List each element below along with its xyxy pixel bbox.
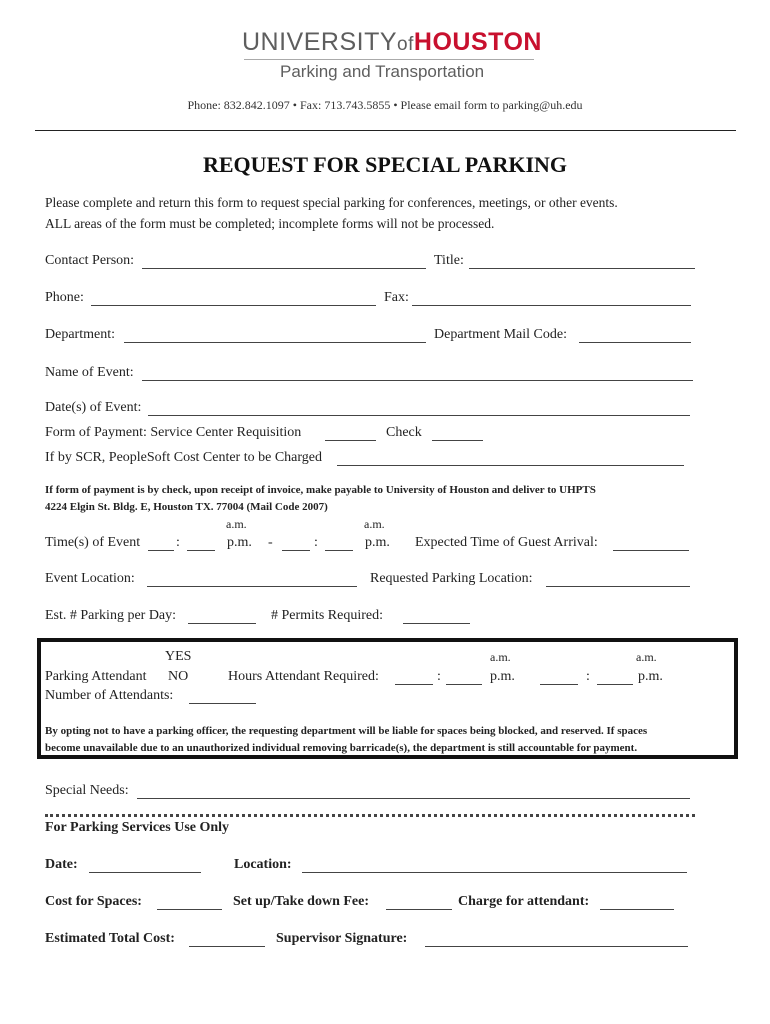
time-start-pm: p.m. xyxy=(227,535,252,550)
special-needs-label: Special Needs: xyxy=(45,783,129,798)
disclaimer-line-1: By opting not to have a parking officer, the requesting department will be liable for spaces being blocked, and reserved. If spaces xyxy=(45,725,648,737)
scr-checkbox-field[interactable] xyxy=(325,440,376,441)
end-hour-field[interactable] xyxy=(282,550,310,551)
contact-person-label: Contact Person: xyxy=(45,253,135,268)
start-minute-field[interactable] xyxy=(187,550,215,551)
hours-start-minute-field[interactable] xyxy=(446,684,482,685)
num-attendants-label: Number of Attendants: xyxy=(45,688,174,703)
time-end-am: a.m. xyxy=(364,517,385,531)
guest-arrival-label: Expected Time of Guest Arrival: xyxy=(415,535,598,550)
est-parking-field[interactable] xyxy=(188,623,256,624)
hours-end-hour-field[interactable] xyxy=(540,684,578,685)
check-checkbox-field[interactable] xyxy=(432,440,483,441)
event-location-field[interactable] xyxy=(147,586,357,587)
attendant-no-option[interactable]: NO xyxy=(168,669,189,684)
event-dates-label: Date(s) of Event: xyxy=(45,400,142,415)
intro-line-1: Please complete and return this form to request special parking for conferences, meetings, or other events. xyxy=(45,195,618,210)
contact-line: Phone: 832.842.1097 • Fax: 713.743.5855 • Please email form to parking@uh.edu xyxy=(187,98,583,112)
department-label: Department: xyxy=(45,327,115,342)
event-location-label: Event Location: xyxy=(45,571,135,586)
form-title: REQUEST FOR SPECIAL PARKING xyxy=(202,152,568,177)
parking-attendant-label: Parking Attendant xyxy=(45,669,147,684)
office-date-label: Date: xyxy=(45,857,78,872)
num-attendants-field[interactable] xyxy=(189,703,256,704)
logo-of-text: of xyxy=(397,34,414,55)
requested-location-label: Requested Parking Location: xyxy=(370,571,533,586)
contact-person-field[interactable] xyxy=(142,268,426,269)
logo-university-text: UNIVERSITY xyxy=(242,28,398,56)
total-cost-label: Estimated Total Cost: xyxy=(45,931,175,946)
permits-field[interactable] xyxy=(403,623,470,624)
title-field[interactable] xyxy=(469,268,695,269)
payment-label: Form of Payment: Service Center Requisition xyxy=(45,425,302,440)
hours-end-am: a.m. xyxy=(636,650,657,664)
time-end-pm: p.m. xyxy=(365,535,390,550)
logo-houston-text: HOUSTON xyxy=(413,28,542,56)
start-colon: : xyxy=(176,535,180,550)
header-divider xyxy=(35,130,736,131)
time-start-am: a.m. xyxy=(226,517,247,531)
attendant-yes-option[interactable]: YES xyxy=(165,649,192,664)
dept-mail-code-label: Department Mail Code: xyxy=(434,327,567,342)
event-dates-field[interactable] xyxy=(148,415,690,416)
times-label: Time(s) of Event xyxy=(45,535,141,550)
office-date-field[interactable] xyxy=(89,872,201,873)
cost-spaces-label: Cost for Spaces: xyxy=(45,894,142,909)
guest-arrival-field[interactable] xyxy=(613,550,689,551)
office-location-field[interactable] xyxy=(302,872,687,873)
hours-end-minute-field[interactable] xyxy=(597,684,633,685)
cost-spaces-field[interactable] xyxy=(157,909,222,910)
title-label: Title: xyxy=(434,253,464,268)
hours-attendant-label: Hours Attendant Required: xyxy=(228,669,379,684)
hours-start-colon: : xyxy=(437,669,441,684)
permits-label: # Permits Required: xyxy=(271,608,383,623)
fax-label: Fax: xyxy=(384,290,409,305)
end-minute-field[interactable] xyxy=(325,550,353,551)
department-field[interactable] xyxy=(124,342,426,343)
supervisor-signature-field[interactable] xyxy=(425,946,688,947)
fax-field[interactable] xyxy=(412,305,691,306)
scr-cost-center-label: If by SCR, PeopleSoft Cost Center to be Charged xyxy=(45,450,322,465)
check-note-line-2: 4224 Elgin St. Bldg. E, Houston TX. 77004 (Mail Code 2007) xyxy=(45,501,328,513)
requested-location-field[interactable] xyxy=(546,586,690,587)
hours-start-hour-field[interactable] xyxy=(395,684,433,685)
start-hour-field[interactable] xyxy=(148,550,174,551)
university-logo xyxy=(242,28,542,57)
end-colon: : xyxy=(314,535,318,550)
logo-divider xyxy=(244,59,534,60)
supervisor-signature-label: Supervisor Signature: xyxy=(276,931,408,946)
disclaimer-line-2: become unavailable due to an unauthorized individual removing barricade(s), the department is still accountable for payment. xyxy=(45,742,638,754)
hours-start-pm: p.m. xyxy=(490,669,515,684)
check-label: Check xyxy=(386,425,422,440)
logo-subtitle: Parking and Transportation xyxy=(280,62,485,81)
intro-line-2: ALL areas of the form must be completed; incomplete forms will not be processed. xyxy=(45,216,495,231)
hours-end-pm: p.m. xyxy=(638,669,663,684)
hours-end-colon: : xyxy=(586,669,590,684)
setup-fee-field[interactable] xyxy=(386,909,452,910)
event-name-field[interactable] xyxy=(142,380,693,381)
attendant-charge-label: Charge for attendant: xyxy=(458,894,590,909)
office-use-heading: For Parking Services Use Only xyxy=(45,820,230,835)
check-note-line-1: If form of payment is by check, upon receipt of invoice, make payable to University of Houston and deliver to UHPTS xyxy=(45,484,596,496)
office-location-label: Location: xyxy=(234,857,292,872)
attendant-charge-field[interactable] xyxy=(600,909,674,910)
setup-fee-label: Set up/Take down Fee: xyxy=(233,894,370,909)
est-parking-label: Est. # Parking per Day: xyxy=(45,608,177,623)
phone-field[interactable] xyxy=(91,305,376,306)
hours-start-am: a.m. xyxy=(490,650,511,664)
dept-mail-code-field[interactable] xyxy=(579,342,691,343)
event-name-label: Name of Event: xyxy=(45,365,134,380)
scr-cost-center-field[interactable] xyxy=(337,465,684,466)
total-cost-field[interactable] xyxy=(189,946,265,947)
phone-label: Phone: xyxy=(45,290,84,305)
office-use-divider xyxy=(45,814,695,817)
time-dash: - xyxy=(268,535,273,550)
special-needs-field[interactable] xyxy=(137,798,690,799)
